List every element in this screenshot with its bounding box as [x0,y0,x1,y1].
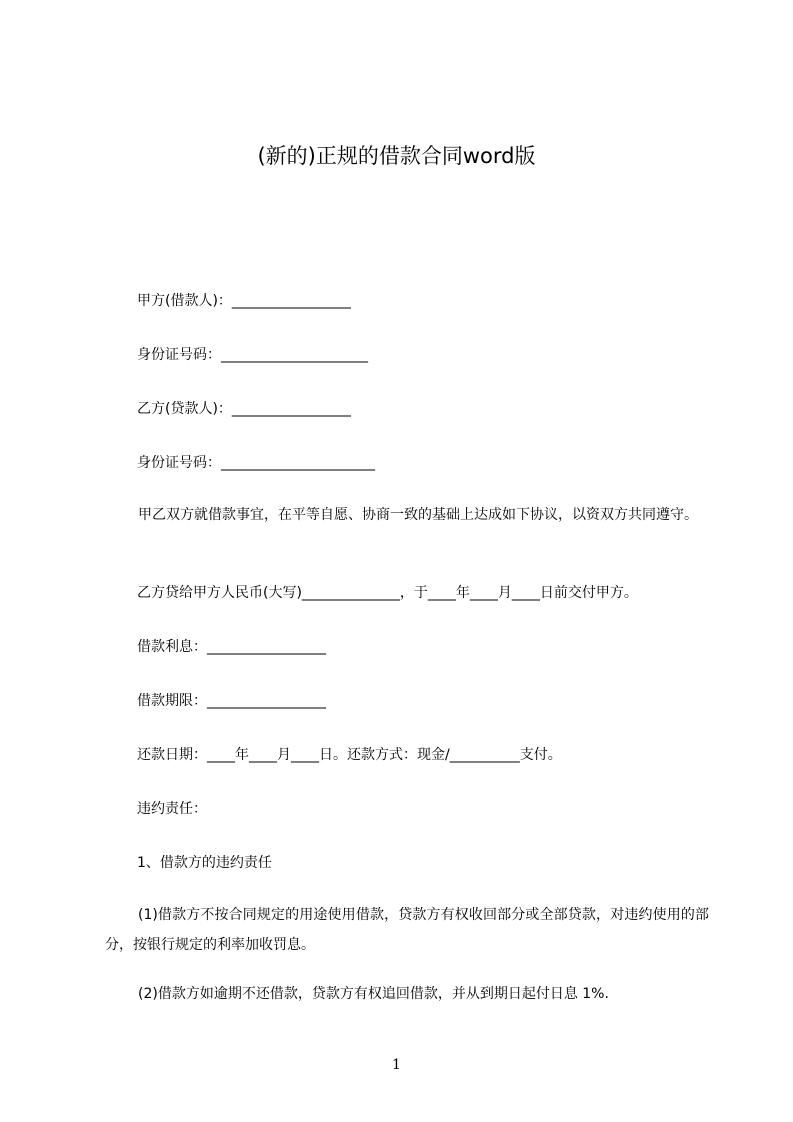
loan-term-line: 借款期限：_________________ [137,693,326,709]
lender-id-line: 身份证号码：______________________ [137,455,375,471]
document-title: (新的)正规的借款合同word版 [257,144,536,168]
page-number: 1 [392,1057,401,1073]
clause-2: (2)借款方如逾期不还借款，贷款方有权追回借款，并从到期日起付日息 1%. [138,986,609,1002]
agreement-preamble: 甲乙双方就借款事宜，在平等自愿、协商一致的基础上达成如下协议，以资双方共同遵守。 [138,507,698,523]
clause-1: (1)借款方不按合同规定的用途使用借款，贷款方有权收回部分或全部贷款，对违约使用的部分，按银行规定的利率加收罚息。 [105,907,709,953]
borrower-line: 甲方(借款人)：_________________ [137,293,351,309]
lender-line: 乙方(贷款人)：_________________ [137,401,351,417]
liability-heading: 违约责任： [137,801,207,817]
loan-amount-line: 乙方贷给甲方人民币(大写)______________，于____年____月____日前交付甲方。 [137,585,638,601]
loan-interest-line: 借款利息：_________________ [137,639,326,655]
borrower-id-line: 身份证号码：_____________________ [137,347,368,363]
borrower-liability-heading: 1、借款方的违约责任 [137,855,272,871]
repayment-line: 还款日期：____年____月____日。还款方式：现金/__________支付。 [137,747,562,763]
